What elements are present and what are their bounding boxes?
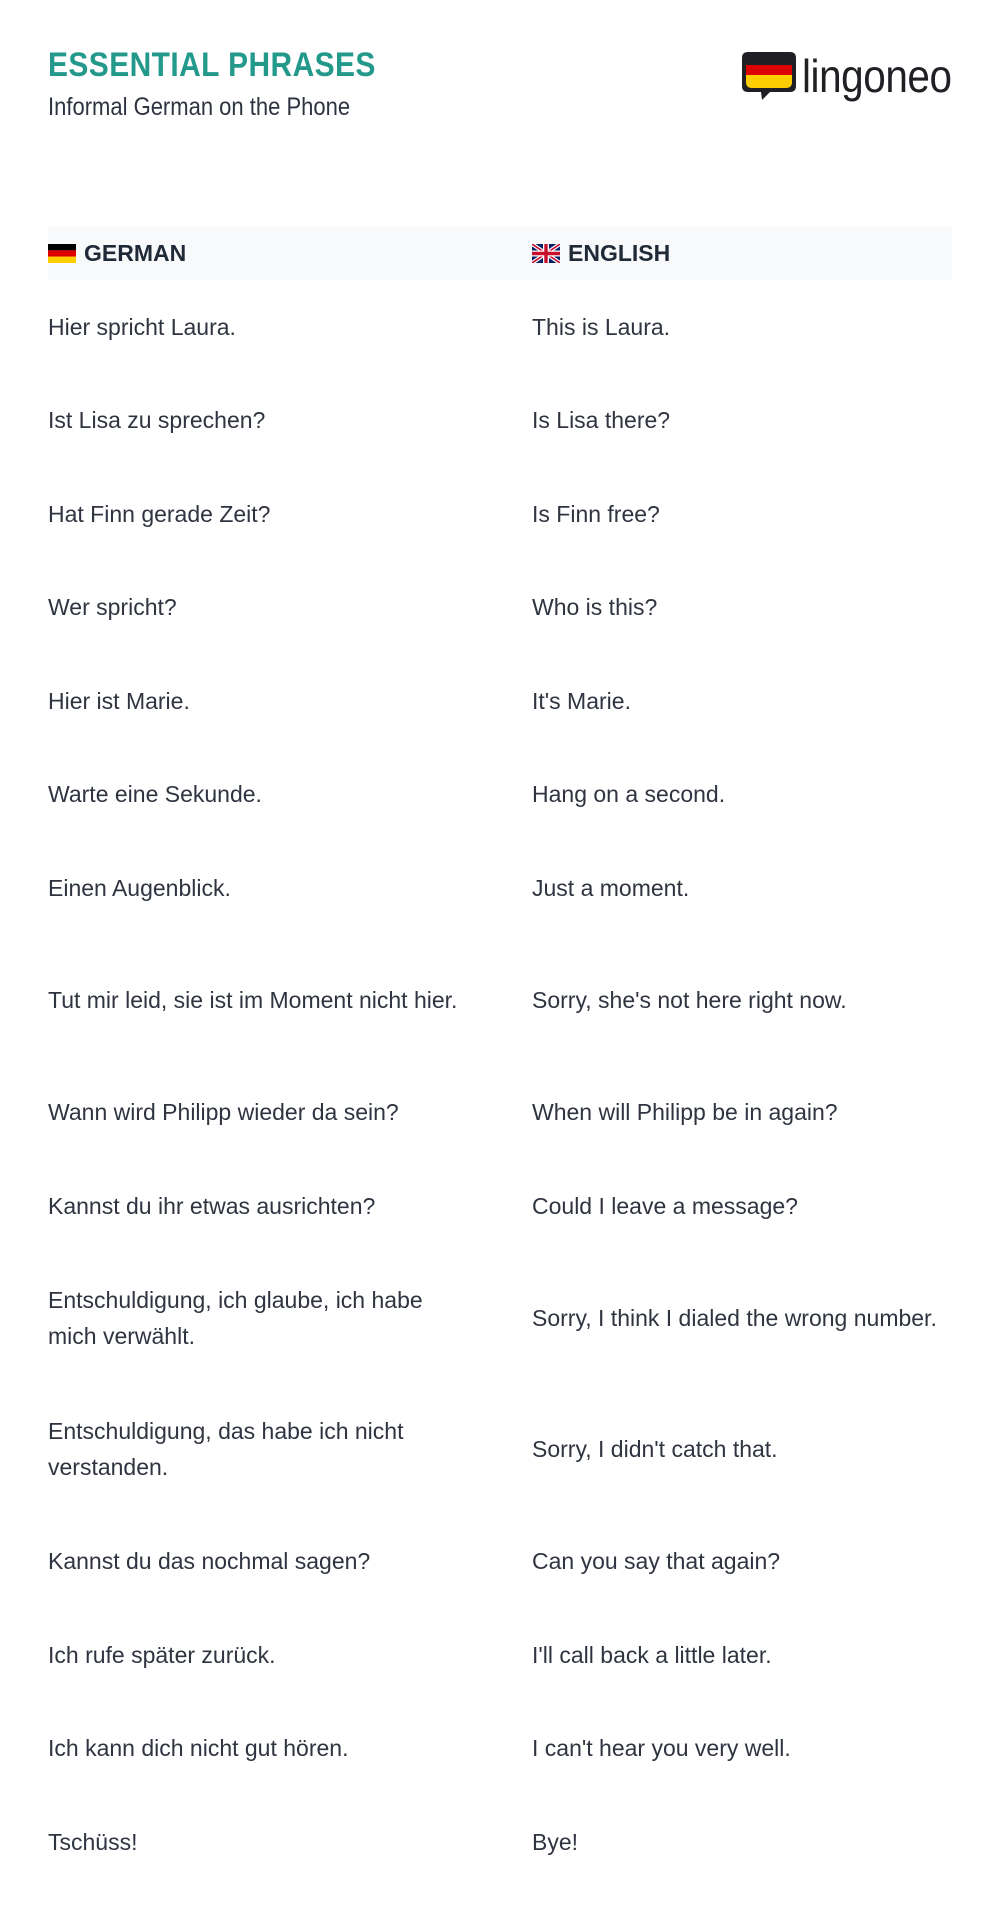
page-subtitle: Informal German on the Phone [48,93,351,121]
table-row [48,654,952,748]
table-row [48,1066,952,1160]
uk-flag-icon [532,244,560,263]
table-row [48,280,952,374]
german-phrase: Einen Augenblick. [48,874,231,901]
english-phrase: Who is this? [532,594,658,621]
german-phrase: Entschuldigung, ich glaube, ich habe mich verwählt. [48,1287,423,1349]
english-phrase: Could I leave a message? [532,1192,798,1219]
german-phrase: Tschüss! [48,1828,138,1855]
table-row [48,1515,952,1609]
german-phrase: Hier spricht Laura. [48,313,236,340]
english-phrase: Sorry, I think I dialed the wrong number. [532,1305,937,1331]
english-phrase: It's Marie. [532,687,631,714]
speech-bubble-german-flag-icon [740,50,798,102]
logo-wordmark: lingoneo [802,50,952,102]
german-phrase: Ich rufe später zurück. [48,1641,276,1668]
german-flag-icon [48,244,76,263]
table-row [48,1608,952,1702]
lingoneo-logo[interactable] [740,48,952,104]
table-row [48,1795,952,1889]
english-phrase: Sorry, I didn't catch that. [532,1436,778,1462]
german-phrase: Wer spricht? [48,594,177,621]
table-row [48,374,952,468]
english-phrase: Just a moment. [532,874,690,901]
english-phrase: Bye! [532,1828,579,1855]
column-header-english-label: ENGLISH [568,239,671,266]
table-header [48,226,952,280]
english-phrase: This is Laura. [532,313,671,340]
table-row [48,1702,952,1796]
table-row [48,841,952,935]
table-row [48,935,952,1066]
german-phrase: Ist Lisa zu sprechen? [48,407,266,434]
phrase-sheet [48,0,952,1855]
english-phrase: Hang on a second. [532,781,726,808]
column-header-german [48,240,532,267]
english-phrase: I'll call back a little later. [532,1641,772,1668]
english-phrase: Is Finn free? [532,500,660,527]
phrase-table [48,226,952,1889]
table-row [48,1253,952,1384]
english-phrase: Sorry, she's not here right now. [532,987,847,1013]
german-phrase: Wann wird Philipp wieder da sein? [48,1099,399,1126]
table-row [48,467,952,561]
english-phrase: Is Lisa there? [532,407,671,434]
german-phrase: Hier ist Marie. [48,687,190,714]
german-phrase: Warte eine Sekunde. [48,781,262,808]
table-row [48,1384,952,1515]
english-phrase: When will Philipp be in again? [532,1099,838,1126]
english-phrase: Can you say that again? [532,1548,781,1575]
page-header [48,0,952,226]
column-header-english [532,240,952,267]
table-row [48,748,952,842]
table-row [48,561,952,655]
page-title: ESSENTIAL PHRASES [48,46,376,84]
table-row [48,1159,952,1253]
english-phrase: I can't hear you very well. [532,1735,791,1762]
german-phrase: Ich kann dich nicht gut hören. [48,1735,349,1762]
german-phrase: Hat Finn gerade Zeit? [48,500,271,527]
german-phrase: Kannst du ihr etwas ausrichten? [48,1192,376,1219]
german-phrase: Tut mir leid, sie ist im Moment nicht hier. [48,987,458,1013]
german-phrase: Entschuldigung, das habe ich nicht verstanden. [48,1418,404,1480]
german-phrase: Kannst du das nochmal sagen? [48,1548,371,1575]
column-header-german-label: GERMAN [84,239,187,266]
